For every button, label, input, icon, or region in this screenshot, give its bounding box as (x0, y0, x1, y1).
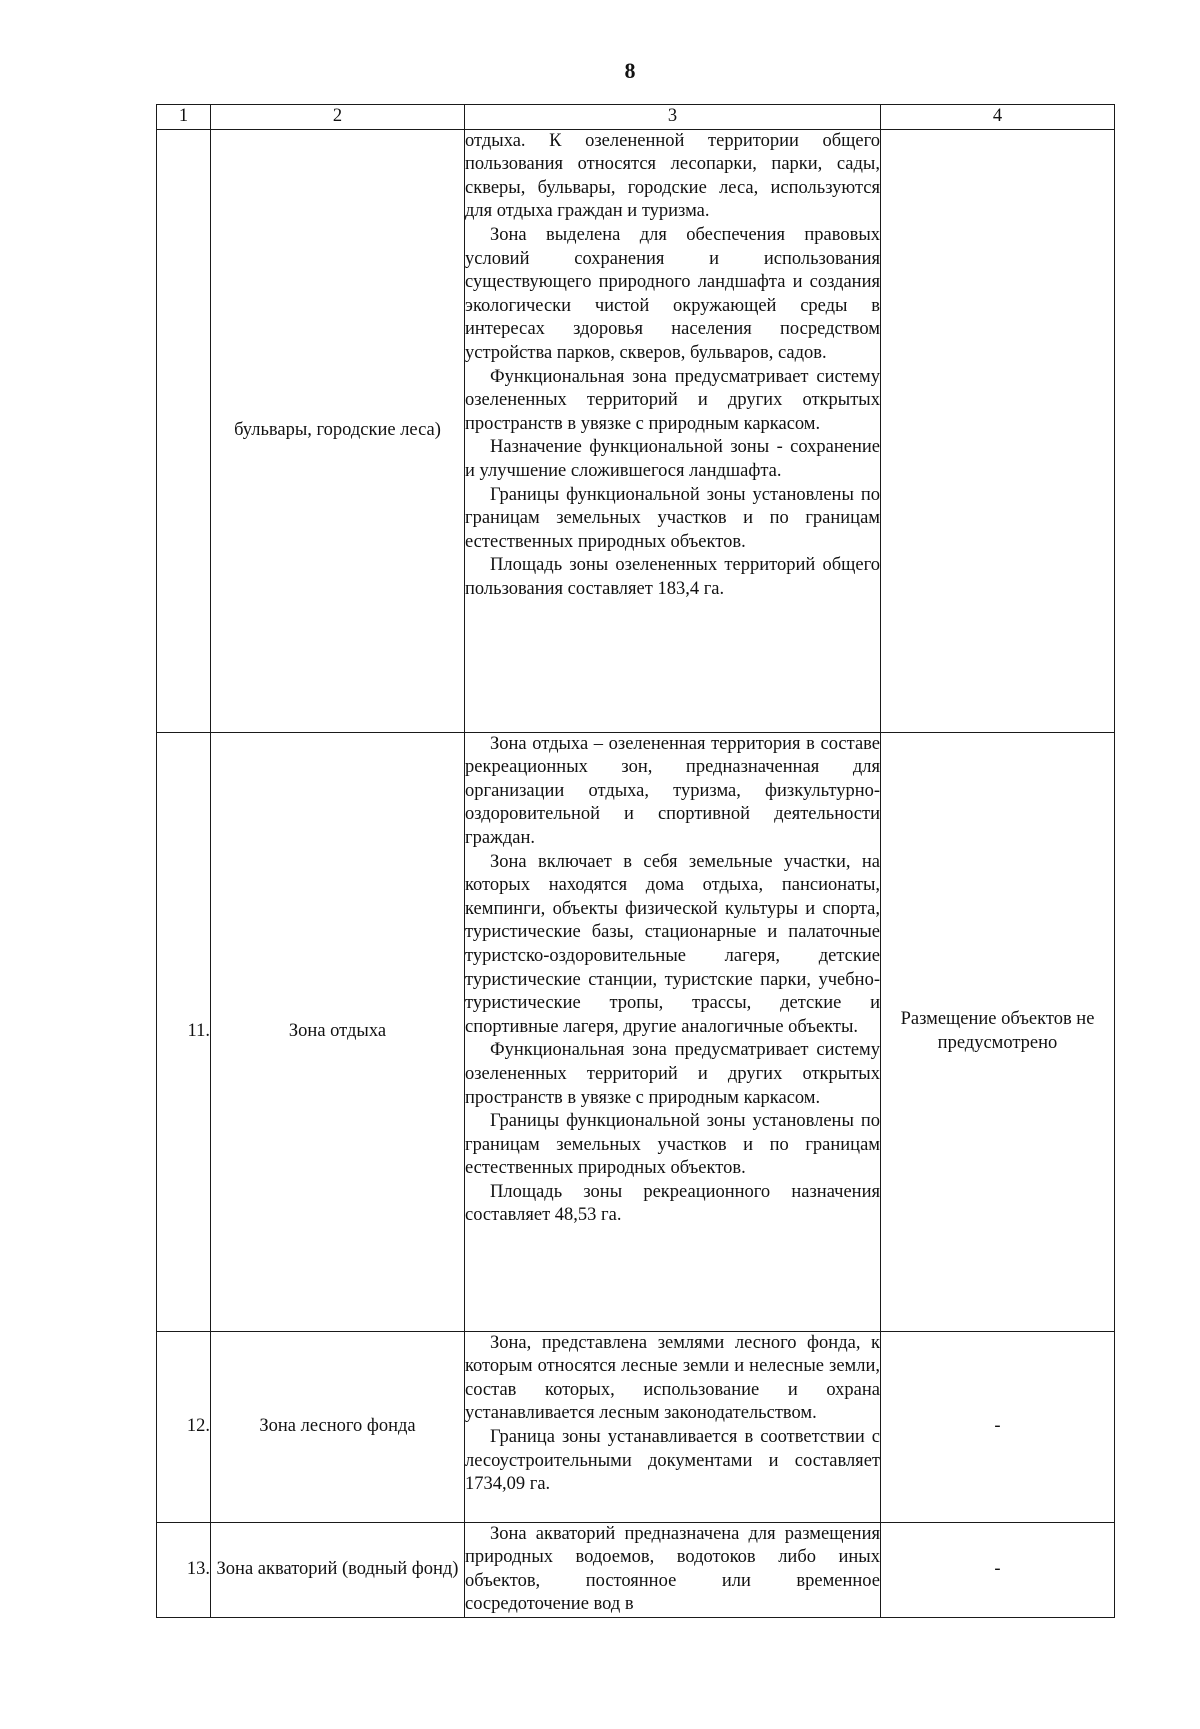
description-paragraph: Зона акваторий предназначена для размещения природных водоемов, водотоков либо иных объектов, постоянное или временное сосредоточение вод в (465, 1523, 880, 1615)
zone-description (465, 732, 881, 1331)
table-row (157, 732, 1115, 1331)
placement-note: - (881, 1522, 1115, 1617)
zone-description (465, 129, 881, 732)
description-paragraph: Функциональная зона предусматривает систему озелененных территорий и других открытых пространств в увязке с природным каркасом. (465, 1040, 880, 1108)
description-paragraph: Площадь зоны рекреационного назначения составляет 48,53 га. (465, 1181, 880, 1226)
placement-note (881, 129, 1115, 732)
description-paragraph: Функциональная зона предусматривает систему озелененных территорий и других открытых пространств в увязке с природным каркасом. (465, 366, 880, 434)
page-number: 8 (624, 58, 636, 83)
table-row (157, 1522, 1115, 1617)
description-paragraph: Зона, представлена землями лесного фонда, к которым относятся лесные земли и нелесные земли, состав которых, использование и охрана устанавливается лесным законодательством. (465, 1332, 880, 1424)
zone-name: Зона лесного фонда (211, 1331, 465, 1522)
zones-table (156, 104, 1115, 1618)
column-header-3: 3 (465, 105, 881, 130)
table-header-row (157, 105, 1115, 130)
table-row (157, 1331, 1115, 1522)
placement-note: Размещение объектов не предусмотрено (881, 732, 1115, 1331)
description-paragraph: Зона отдыха – озелененная территория в составе рекреационных зон, предназначенная для организации отдыха, туризма, физкультурно-оздоровительной и спортивной деятельности граждан. (465, 733, 880, 848)
description-paragraph: Зона выделена для обеспечения правовых условий сохранения и использования существующего природного ландшафта и создания экологически чистой окружающей среды в интересах здоровья населения посредством устройства парков, скверов, бульваров, садов. (465, 224, 880, 363)
placement-note: - (881, 1331, 1115, 1522)
description-paragraph: Граница зоны устанавливается в соответствии с лесоустроительными документами и составляет 1734,09 га. (465, 1426, 880, 1495)
table-row (157, 129, 1115, 732)
row-number (157, 129, 211, 732)
description-paragraph: отдыха. К озелененной территории общего пользования относятся лесопарки, парки, сады, скверы, бульвары, городские леса, используются для отдыха граждан и туризма. (465, 130, 880, 222)
description-paragraph: Площадь зоны озелененных территорий общего пользования составляет 183,4 га. (465, 555, 880, 599)
row-number: 12. (157, 1331, 211, 1522)
description-paragraph: Границы функциональной зоны установлены по границам земельных участков и по границам естественных природных объектов. (465, 484, 880, 552)
column-header-1: 1 (157, 105, 211, 130)
zone-name: Зона отдыха (211, 732, 465, 1331)
row-number: 13. (157, 1522, 211, 1617)
zone-description (465, 1522, 881, 1617)
row-number: 11. (157, 732, 211, 1331)
description-paragraph: Зона включает в себя земельные участки, на которых находятся дома отдыха, пансионаты, кемпинги, объекты физической культуры и спорта, туристические базы, стационарные и палаточные туристско-оздоровительные лагеря, детские туристические станции, туристские парки, учебно-туристические тропы, трассы, детские и спортивные лагеря, другие аналогичные объекты. (465, 851, 880, 1037)
description-paragraph: Границы функциональной зоны установлены по границам земельных участков и по границам естественных природных объектов. (465, 1111, 880, 1179)
column-header-4: 4 (881, 105, 1115, 130)
zone-name: Зона акваторий (водный фонд) (211, 1522, 465, 1617)
zone-description (465, 1331, 881, 1522)
column-header-2: 2 (211, 105, 465, 130)
zone-name: бульвары, городские леса) (211, 129, 465, 732)
description-paragraph: Назначение функциональной зоны - сохранение и улучшение сложившегося ландшафта. (465, 437, 880, 481)
